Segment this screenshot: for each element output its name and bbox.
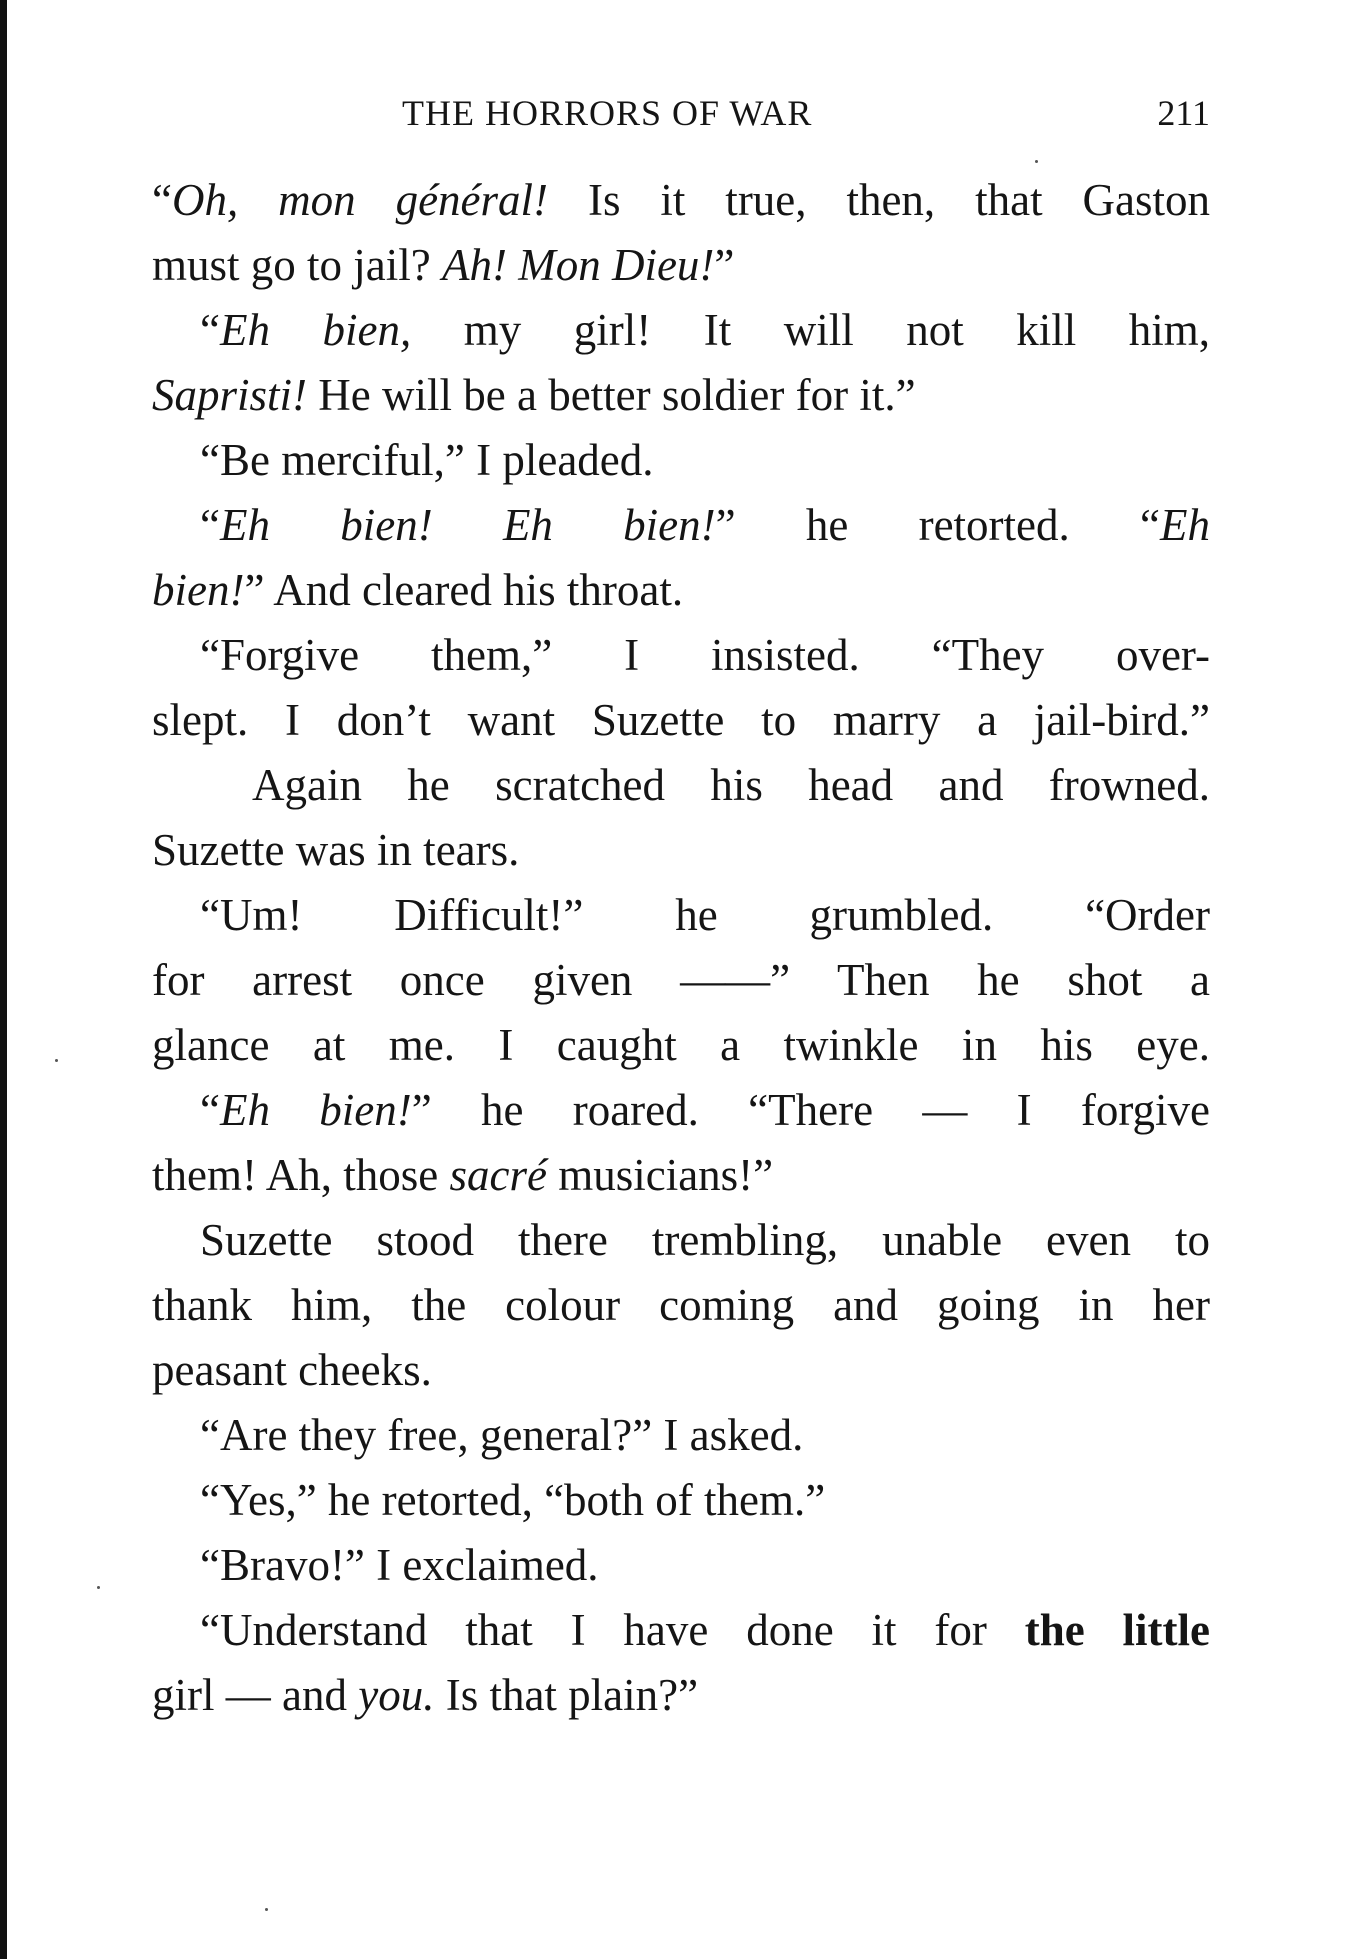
page-number: 211 xyxy=(1157,93,1210,133)
paper-speck xyxy=(1035,160,1038,163)
text-line: slept. I don’t want Suzette to marry a jail-bird.” xyxy=(152,695,1210,745)
text-line: “Eh bien! Eh bien!” he retorted. “Eh xyxy=(200,500,1210,550)
text-line: Suzette stood there trembling, unable even to xyxy=(200,1215,1210,1265)
text-line: bien!” And cleared his throat. xyxy=(152,565,684,615)
text-line: glance at me. I caught a twinkle in his eye. xyxy=(152,1020,1210,1070)
paper-speck xyxy=(97,1586,100,1589)
text-line: “Um! Difficult!” he grumbled. “Order xyxy=(200,890,1210,940)
text-line: Again he scratched his head and frowned. xyxy=(252,760,1210,810)
text-line: them! Ah, those sacré musicians!” xyxy=(152,1150,774,1200)
text-line: “Bravo!” I exclaimed. xyxy=(200,1540,599,1590)
text-line: must go to jail? Ah! Mon Dieu!” xyxy=(152,240,735,290)
body-text xyxy=(152,168,1210,1728)
text-line: “Are they free, general?” I asked. xyxy=(200,1410,804,1460)
book-spine-edge xyxy=(0,0,7,1959)
text-line: “Be merciful,” I pleaded. xyxy=(200,435,654,485)
text-line: thank him, the colour coming and going in her xyxy=(152,1280,1210,1330)
text-line: “Understand that I have done it for the little xyxy=(200,1605,1211,1655)
text-line: “Forgive them,” I insisted. “They over- xyxy=(200,630,1210,680)
text-line: “Eh bien!” he roared. “There — I forgive xyxy=(200,1085,1211,1135)
text-line: “Yes,” he retorted, “both of them.” xyxy=(200,1475,826,1525)
text-line: “Eh bien, my girl! It will not kill him, xyxy=(200,305,1210,355)
text-line: “Oh, mon général! Is it true, then, that Gaston xyxy=(152,175,1210,225)
paper-speck xyxy=(265,1908,268,1911)
paper-speck xyxy=(55,1059,58,1062)
page-header xyxy=(150,92,1210,142)
text-line: for arrest once given ——” Then he shot a xyxy=(152,955,1210,1005)
text-line: Suzette was in tears. xyxy=(152,825,520,875)
text-line: peasant cheeks. xyxy=(152,1345,432,1395)
text-line: Sapristi! He will be a better soldier for it.” xyxy=(152,370,916,420)
text-line: girl — and you. Is that plain?” xyxy=(152,1670,699,1720)
running-title: THE HORRORS OF WAR xyxy=(402,93,813,133)
